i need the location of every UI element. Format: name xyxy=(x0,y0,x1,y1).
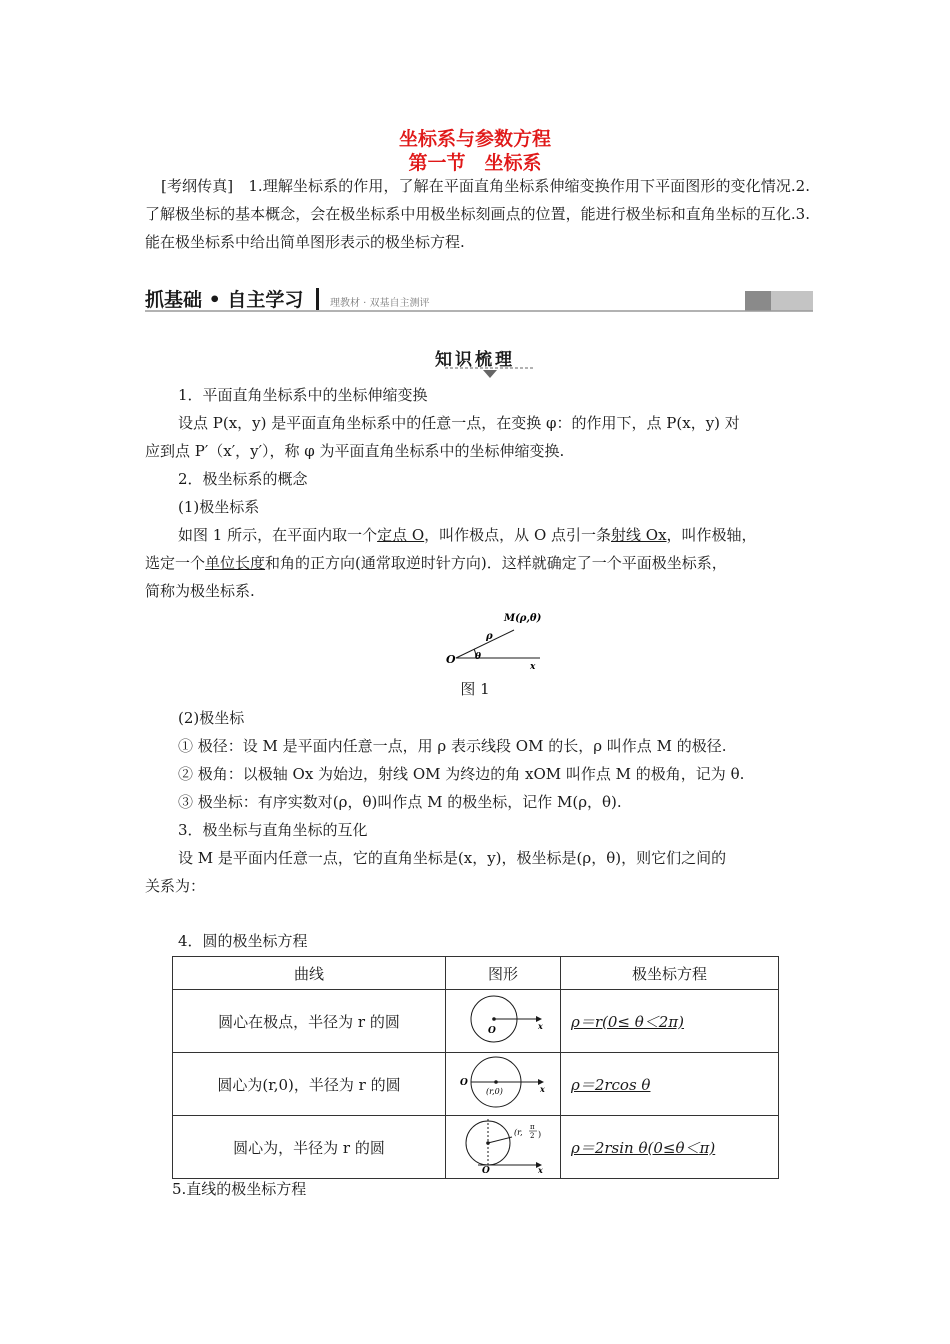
term-pole: 定点 O xyxy=(377,526,425,544)
table-row xyxy=(173,1116,779,1179)
label-O: O xyxy=(460,1078,468,1088)
circle-equation-table xyxy=(172,956,779,1179)
label-pi: π xyxy=(530,1123,535,1131)
equation: ρ＝2rcos θ xyxy=(571,1075,651,1094)
label-O: O xyxy=(482,1166,490,1173)
figure-1-caption: 图 1 xyxy=(460,680,490,698)
figure-1-polar xyxy=(440,606,550,672)
label-x: x xyxy=(530,662,536,672)
header-equation: 极坐标方程 xyxy=(561,957,779,990)
label-center: (r,0) xyxy=(486,1087,503,1096)
circle-center-r-pi2-figure xyxy=(448,1117,558,1173)
label-rho: ρ xyxy=(486,631,493,642)
s3-line2: 关系为： xyxy=(145,877,206,895)
header-curve: 曲线 xyxy=(173,957,446,990)
text: ，叫作极点，从 O 点引一条 xyxy=(424,526,612,544)
s2-title: 2．极坐标系的概念 xyxy=(178,470,308,488)
s2-item-angle: ② 极角：以极轴 Ox 为始边，射线 OM 为终边的角 xOM 叫作点 M 的极角，记为 θ. xyxy=(178,765,745,783)
document-title: 坐标系与参数方程 xyxy=(398,128,551,150)
section-subtitle: 第一节 坐标系 xyxy=(408,152,542,174)
row2-curve: 圆心为(r,0)，半径为 r 的圆 xyxy=(173,1053,446,1116)
equation: ρ＝2rsin θ(0≤θ＜π) xyxy=(571,1138,716,1157)
text: ，叫作极轴， xyxy=(666,526,757,544)
label-center: (r, xyxy=(514,1128,523,1137)
ray-OM xyxy=(456,630,514,658)
s2-para-line3: 简称为极坐标系. xyxy=(145,582,255,600)
header-figure: 图形 xyxy=(446,957,561,990)
s2-para-line1 xyxy=(178,524,757,546)
s2-item-coordinate: ③ 极坐标：有序实数对(ρ，θ)叫作点 M 的极坐标，记作 M(ρ，θ). xyxy=(178,793,622,811)
row1-curve: 圆心在极点，半径为 r 的圆 xyxy=(173,990,446,1053)
s2-sub2: (2)极坐标 xyxy=(178,709,245,727)
label-x: x xyxy=(538,1021,543,1031)
label-theta: θ xyxy=(475,652,482,662)
knowledge-heading: 知识梳理 xyxy=(435,350,515,370)
label-x: x xyxy=(538,1165,543,1173)
s2-sub1: (1)极坐标系 xyxy=(178,498,260,516)
term-ray: 射线 Ox xyxy=(611,526,667,544)
row1-equation xyxy=(561,990,779,1053)
s2-para-line2 xyxy=(145,552,727,574)
row2-equation xyxy=(561,1053,779,1116)
label-O: O xyxy=(488,1026,496,1036)
knowledge-underline xyxy=(443,366,537,380)
row1-figure xyxy=(446,990,561,1053)
text: 选定一个 xyxy=(145,554,206,572)
row3-equation xyxy=(561,1116,779,1179)
label-M: M(ρ,θ) xyxy=(504,613,542,624)
text: 如图 1 所示，在平面内取一个 xyxy=(178,526,378,544)
equation: ρ＝r(0≤ θ＜2π) xyxy=(571,1012,685,1031)
section-divider xyxy=(316,288,319,310)
circle-at-pole-figure xyxy=(448,991,558,1047)
text: 和角的正方向(通常取逆时针方向)．这样就确定了一个平面极坐标系， xyxy=(265,554,727,572)
syllabus-outline: [考纲传真] 1.理解坐标系的作用，了解在平面直角坐标系伸缩变换作用下平面图形的变化情况.2.了解极坐标的基本概念，会在极坐标系中用极坐标刻画点的位置，能进行极坐标和直角坐标的互化.3.能在极坐标系中给出简单图形表示的极坐标方程. xyxy=(145,177,810,251)
s1-line1: 设点 P(x，y) 是平面直角坐标系中的任意一点，在变换 φ：的作用下，点 P(x，y) 对 xyxy=(178,414,740,432)
s4-title: 4．圆的极坐标方程 xyxy=(178,932,308,950)
row3-figure xyxy=(446,1116,561,1179)
row2-figure xyxy=(446,1053,561,1116)
s5-title: 5.直线的极坐标方程 xyxy=(172,1180,307,1198)
s3-title: 3．极坐标与直角坐标的互化 xyxy=(178,821,368,839)
term-unit-length: 单位长度 xyxy=(205,554,266,572)
s1-title: 1．平面直角坐标系中的坐标伸缩变换 xyxy=(178,386,428,404)
circle-center-r0-figure xyxy=(448,1054,558,1110)
row3-curve: 圆心为，半径为 r 的圆 xyxy=(173,1116,446,1179)
label-two: 2 xyxy=(530,1132,535,1140)
label-x: x xyxy=(540,1084,545,1094)
s3-line1: 设 M 是平面内任意一点，它的直角坐标是(x，y)，极坐标是(ρ，θ)，则它们之间的 xyxy=(178,849,727,867)
table-row xyxy=(173,990,779,1053)
section-heading: 抓基础 • 自主学习 xyxy=(145,289,304,311)
s1-line2: 应到点 P′（x′，y′），称 φ 为平面直角坐标系中的坐标伸缩变换. xyxy=(145,442,565,460)
svg-text:): ) xyxy=(538,1130,542,1139)
section-tagline: 理教材 · 双基自主测评 xyxy=(330,298,430,309)
s2-item-radius: ① 极径：设 M 是平面内任意一点，用 ρ 表示线段 OM 的长，ρ 叫作点 M 的极径. xyxy=(178,737,727,755)
table-row xyxy=(173,1053,779,1116)
label-O: O xyxy=(446,653,456,666)
table-header-row xyxy=(173,957,779,990)
